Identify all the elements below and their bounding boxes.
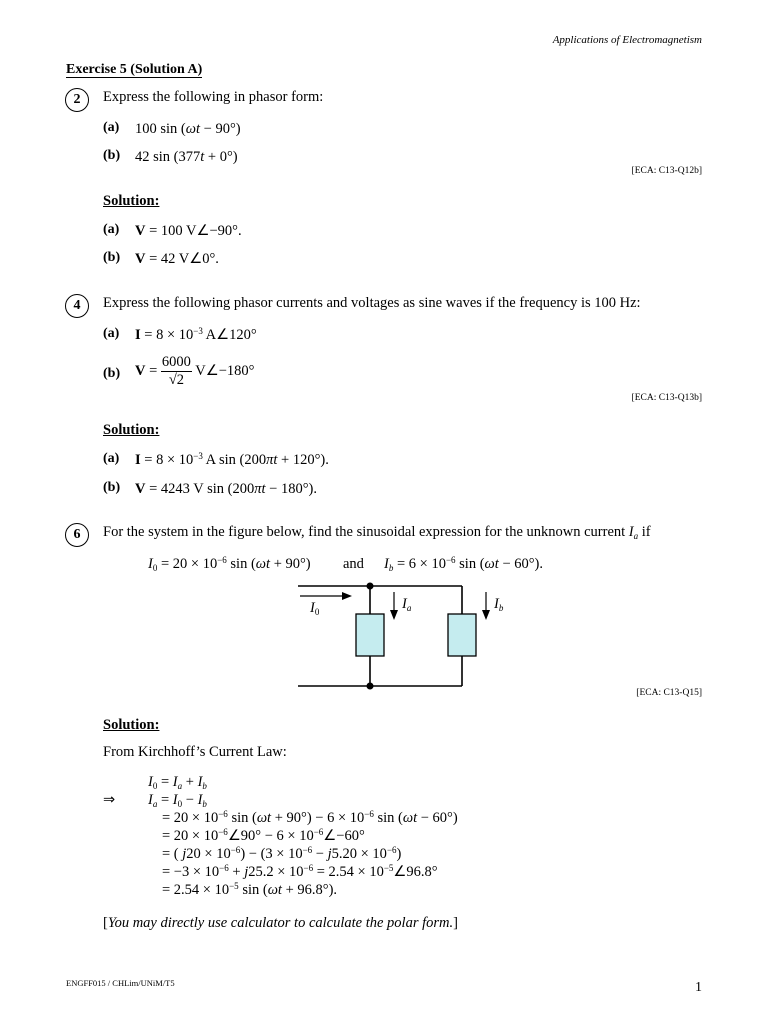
q6-line-3: = $20 \times 10^{-6}$ $\sin (\omega t + 90^\circ) - 6 \times 10^{-6}$ sin (ωt − 60°) (162, 809, 458, 826)
calculator-note: [You may directly use calculator to calculate the polar form.] (103, 915, 458, 931)
q4-b-label: (b) (103, 366, 121, 381)
arrow-ia-head (390, 610, 398, 620)
q6-given-ib: $I_b = 6 \times 10^{-6}$ sin (ωt − 60°). (384, 555, 543, 573)
q4-prompt: Express the following phasor currents and voltages as sine waves if the frequency is 100 Hz: (103, 295, 641, 311)
q6-line-2: $I_a = I_0 - I_b$ (148, 792, 207, 809)
q6-line-1: $I_0 = I_a + I_b$ (148, 774, 207, 791)
exercise-title: Exercise 5 (Solution A) (66, 62, 203, 77)
label-ia: $I_a$ (402, 596, 412, 613)
q4-b-expression: V = $\frac{6000}{√2}$ V∠−180° (135, 354, 255, 388)
q2-a-expression: 100 sin (ωt − 90°) (135, 121, 241, 137)
q2-sol-a: V = 100 V∠−90°. (135, 223, 242, 239)
q2-sol-b-label: (b) (103, 250, 121, 265)
q2-a-label: (a) (103, 120, 120, 135)
label-ib: $I_b$ (494, 596, 504, 613)
q6-line-5: = ( $j20 \times 10^{-6}) - (3 \times 10^{-6} - j5.20 \times 10^{-6})$ (162, 845, 402, 862)
q4-reference: [ECA: C13-Q13b] (631, 393, 702, 403)
q2-prompt: Express the following in phasor form: (103, 89, 324, 105)
q6-solution-heading: Solution: (103, 717, 160, 733)
implies-arrow: ⇒ (103, 792, 116, 808)
q4-a-expression: $I = 8 \times 10^{-3}$ A∠120° (135, 326, 257, 343)
q6-given-i0: $I_0 = 20 \times 10^{-6}$ sin (ωt + 90°) (148, 555, 311, 573)
node-bottom (367, 683, 374, 690)
parallel-circuit-diagram (290, 580, 510, 692)
question-number-2: 2 (65, 88, 89, 112)
q6-and: and (343, 556, 364, 572)
q6-line-6: = $-3 \times 10^{-6} + j25.2 \times 10^{-6} = 2.54$ × $10^{-5}\angle 96.8^\circ$ (162, 863, 438, 880)
arrow-i0-head (342, 592, 352, 600)
q2-solution-heading: Solution: (103, 193, 160, 209)
page-number: 1 (695, 980, 702, 995)
impedance-a (356, 614, 384, 656)
node-top (367, 583, 374, 590)
q4-sol-b: V = 4243 V sin (200πt − 180°). (135, 481, 317, 497)
q4-b-fraction: $\frac{6000}{√2}$ (161, 354, 191, 388)
impedance-b (448, 614, 476, 656)
question-number-4: 4 (65, 294, 89, 318)
question-number-6: 6 (65, 523, 89, 547)
q4-sol-b-label: (b) (103, 480, 121, 495)
running-header: Applications of Electromagnetism (552, 34, 702, 46)
q6-prompt: For the system in the figure below, find the sinusoidal expression for the unknown current $I_a$ if (103, 524, 651, 541)
q2-b-expression: 42 sin (377t + 0°) (135, 149, 238, 165)
q2-sol-b: V = 42 V∠0°. (135, 251, 219, 267)
q4-solution-heading: Solution: (103, 422, 160, 438)
q6-line-4: = $20 \times 10^{-6}\angle 90^\circ - 6$ × $10^{-6}\angle-60^\circ$ (162, 827, 365, 844)
q2-sol-a-label: (a) (103, 222, 120, 237)
q2-b-label: (b) (103, 148, 121, 163)
q6-kcl-text: From Kirchhoff’s Current Law: (103, 744, 287, 760)
q4-sol-a-label: (a) (103, 451, 120, 466)
arrow-ib-head (482, 610, 490, 620)
q6-line-7: = $2.54 \times 10^{-5}$ sin (ωt + 96.8°). (162, 881, 338, 898)
footer-code: ENGFF015 / CHLim/UNiM/T5 (66, 978, 175, 988)
q2-reference: [ECA: C13-Q12b] (631, 166, 702, 176)
q6-reference: [ECA: C13-Q15] (636, 688, 702, 698)
q4-a-label: (a) (103, 326, 120, 341)
label-i0: $I_0$ (310, 600, 320, 617)
q4-sol-a: $I = 8 \times 10^{-3}$ A sin (200πt + 120°). (135, 451, 329, 468)
